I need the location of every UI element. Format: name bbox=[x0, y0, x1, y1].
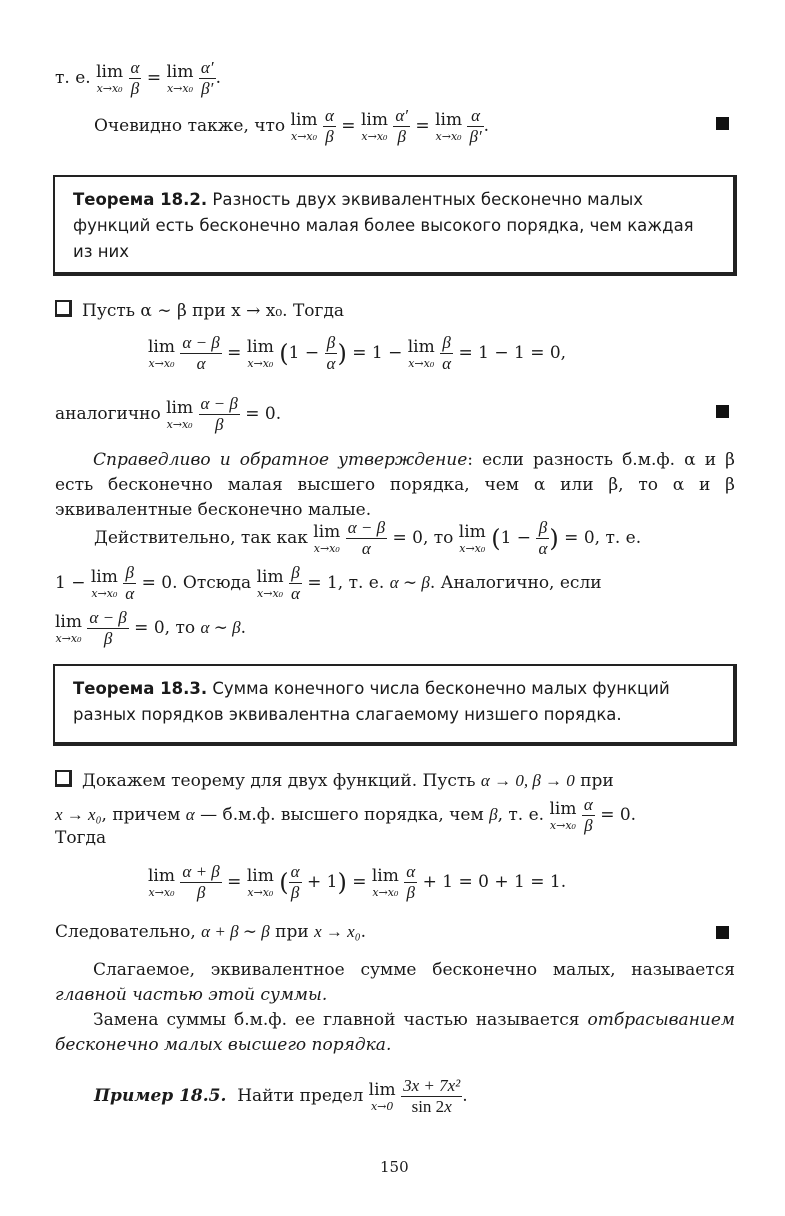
theorem-18-3-box bbox=[53, 664, 737, 746]
proof-start-icon bbox=[55, 300, 72, 317]
proof1-end: аналогично lim x→x₀ $\frac{\alpha - \beta}{\beta}$ = 0. bbox=[55, 394, 282, 434]
proof2-line-1: Докажем теорему для двух функций. Пусть α → 0, β → 0 при bbox=[55, 770, 614, 791]
qed-square-icon bbox=[716, 926, 729, 939]
converse-paragraph: Справедливо и обратное утверждение: если разность б.м.ф. α и β есть бесконечно малая высшего порядка, чем α или β, то α и β эквивалентные бесконечно малые. bbox=[55, 450, 735, 520]
obvious-equation-line: Очевидно также, что lim x→x₀ $\frac{\alpha}{\beta}$ = lim x→x₀ $\frac{\alpha'}{\beta}$ = lim x→x₀ $\frac{\alpha}{\beta'}$ . bbox=[94, 106, 490, 146]
proof2-formula: lim x→x₀ $\frac{\alpha + \beta}{\beta}$ = lim x→x₀ ( $\frac{\alpha}{\beta}$ + 1) = lim x→x₀ $\frac{\alpha}{\beta}$ + 1 = 0 + 1 = 1. bbox=[148, 862, 567, 902]
theorem-18-2-text: Разность двух эквивалентных бесконечно малых функций есть бесконечно малая более высокого порядка, чем каждая из них bbox=[73, 190, 694, 261]
qed-square-icon bbox=[716, 117, 729, 130]
replace-paragraph: Замена суммы б.м.ф. ее главной частью называется отбрасыванием бесконечно малых высшего порядка. bbox=[55, 1010, 735, 1055]
theorem-18-2-title: Теорема 18.2. bbox=[73, 190, 208, 209]
indeed-line-2: 1 − lim x→x₀ $\frac{\beta}{\alpha}$ = 0. Отсюда lim x→x₀ $\frac{\beta}{\alpha}$ = 1, т. е. α ∼ β. Аналогично, если bbox=[55, 563, 602, 603]
proof1-start: Пусть α ∼ β при x → x₀. Тогда bbox=[55, 300, 344, 321]
proof2-then: Тогда bbox=[55, 828, 107, 848]
proof1-formula: lim x→x₀ $\frac{\alpha - \beta}{\alpha}$ = lim x→x₀ (1 − $\frac{\beta}{\alpha}$ ) = 1 − lim x→x₀ $\frac{\beta}{\alpha}$ = 1 − 1 = 0, bbox=[148, 333, 567, 373]
example-label: Пример 18.5. bbox=[94, 1086, 227, 1106]
example-line: Пример 18.5. Найти предел lim x→0 $\frac{\text{3x + 7x²}}{\sin 2x}$ . bbox=[94, 1076, 468, 1116]
proof-start-icon bbox=[55, 770, 72, 787]
theorem-18-3-text: Сумма конечного числа бесконечно малых функций разных порядков эквивалентна слагаемому низшего порядка. bbox=[73, 679, 670, 724]
proof2-line-2: x → x₀, причем α — б.м.ф. высшего порядка, чем β, т. е. lim x→x₀ $\frac{\alpha}{\beta}$ = 0. bbox=[55, 795, 637, 835]
indeed-line-3: lim x→x₀ $\frac{\alpha - \beta}{\beta}$ = 0, то α ∼ β. bbox=[55, 608, 247, 648]
indeed-line-1: Действительно, так как lim x→x₀ $\frac{\alpha - \beta}{\alpha}$ = 0, то lim x→x₀ (1 − $\frac{\beta}{\alpha}$ ) = 0, т. е. bbox=[94, 518, 642, 558]
top-equation-line: т. е. lim x→x₀ $\frac{\alpha}{\beta}$ = lim x→x₀ $\frac{\alpha'}{\beta'}$ . bbox=[55, 58, 221, 98]
proof2-end: Следовательно, α + β ∼ β при x → x₀. bbox=[55, 922, 367, 942]
qed-square-icon bbox=[716, 405, 729, 418]
page-number: 150 bbox=[380, 1158, 409, 1176]
theorem-18-2-box bbox=[53, 175, 737, 276]
main-part-paragraph: Слагаемое, эквивалентное сумме бесконечно малых, называется главной частью этой суммы. bbox=[55, 960, 735, 1005]
theorem-18-3-title: Теорема 18.3. bbox=[73, 679, 208, 698]
